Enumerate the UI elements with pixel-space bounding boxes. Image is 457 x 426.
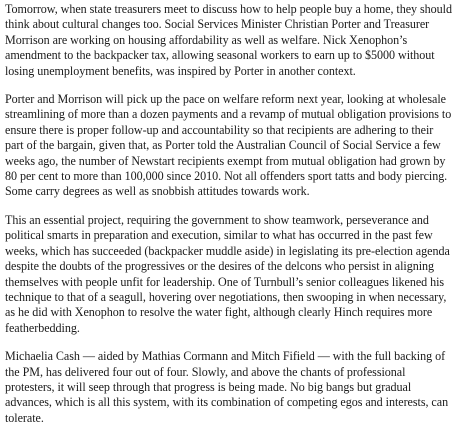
paragraph-1: Tomorrow, when state treasurers meet to discuss how to help people buy a home, they should think about cultural changes too. Social Services Minister Christian Porter and Treasurer Morrison are working on housing affordability as well as welfare. Nick Xenophon’s amendment to the backpacker tax, allowing seasonal workers to earn up to $5000 without losing unemployment benefits, was inspired by Porter in another context. (5, 2, 452, 78)
paragraph-4: Michaelia Cash — aided by Mathias Cormann and Mitch Fifield — with the full backing of the PM, has delivered four out of four. Slowly, and above the chants of professional protesters, it will seep through that progress is being made. No big bangs but gradual advances, which is all this system, with its combination of competing egos and interests, can tolerate. (5, 349, 449, 425)
paragraph-2: Porter and Morrison will pick up the pace on welfare reform next year, looking at wholesale streamlining of more than a dozen payments and a revamp of mutual obligation provisions to ensure there is proper follow-up and accountability so that recipients are adhering to their part of the bargain, given that, as Porter told the Australian Council of Social Service a few weeks ago, the number of Newstart recipients exempt from mutual obligation had grown by 80 per cent to more than 100,000 since 2010. Not all offenders sport tatts and body piercing. Some carry degrees as well as snobbish attitudes towards work. (5, 92, 452, 199)
paragraph-3: This an essential project, requiring the government to show teamwork, perseverance and political smarts in preparation and execution, similar to what has occurred in the past few weeks, which has succeeded (backpacker muddle aside) in legislating its pre-election agenda despite the doubts of the progressives or the desires of the delcons who persist in aligning themselves with people unfit for leadership. One of Turnbull’s senior colleagues likened his technique to that of a seagull, hovering over negotiations, then swooping in when necessary, as he did with Xenophon to resolve the water fight, although clearly Hinch requires more featherbedding. (5, 212, 450, 335)
